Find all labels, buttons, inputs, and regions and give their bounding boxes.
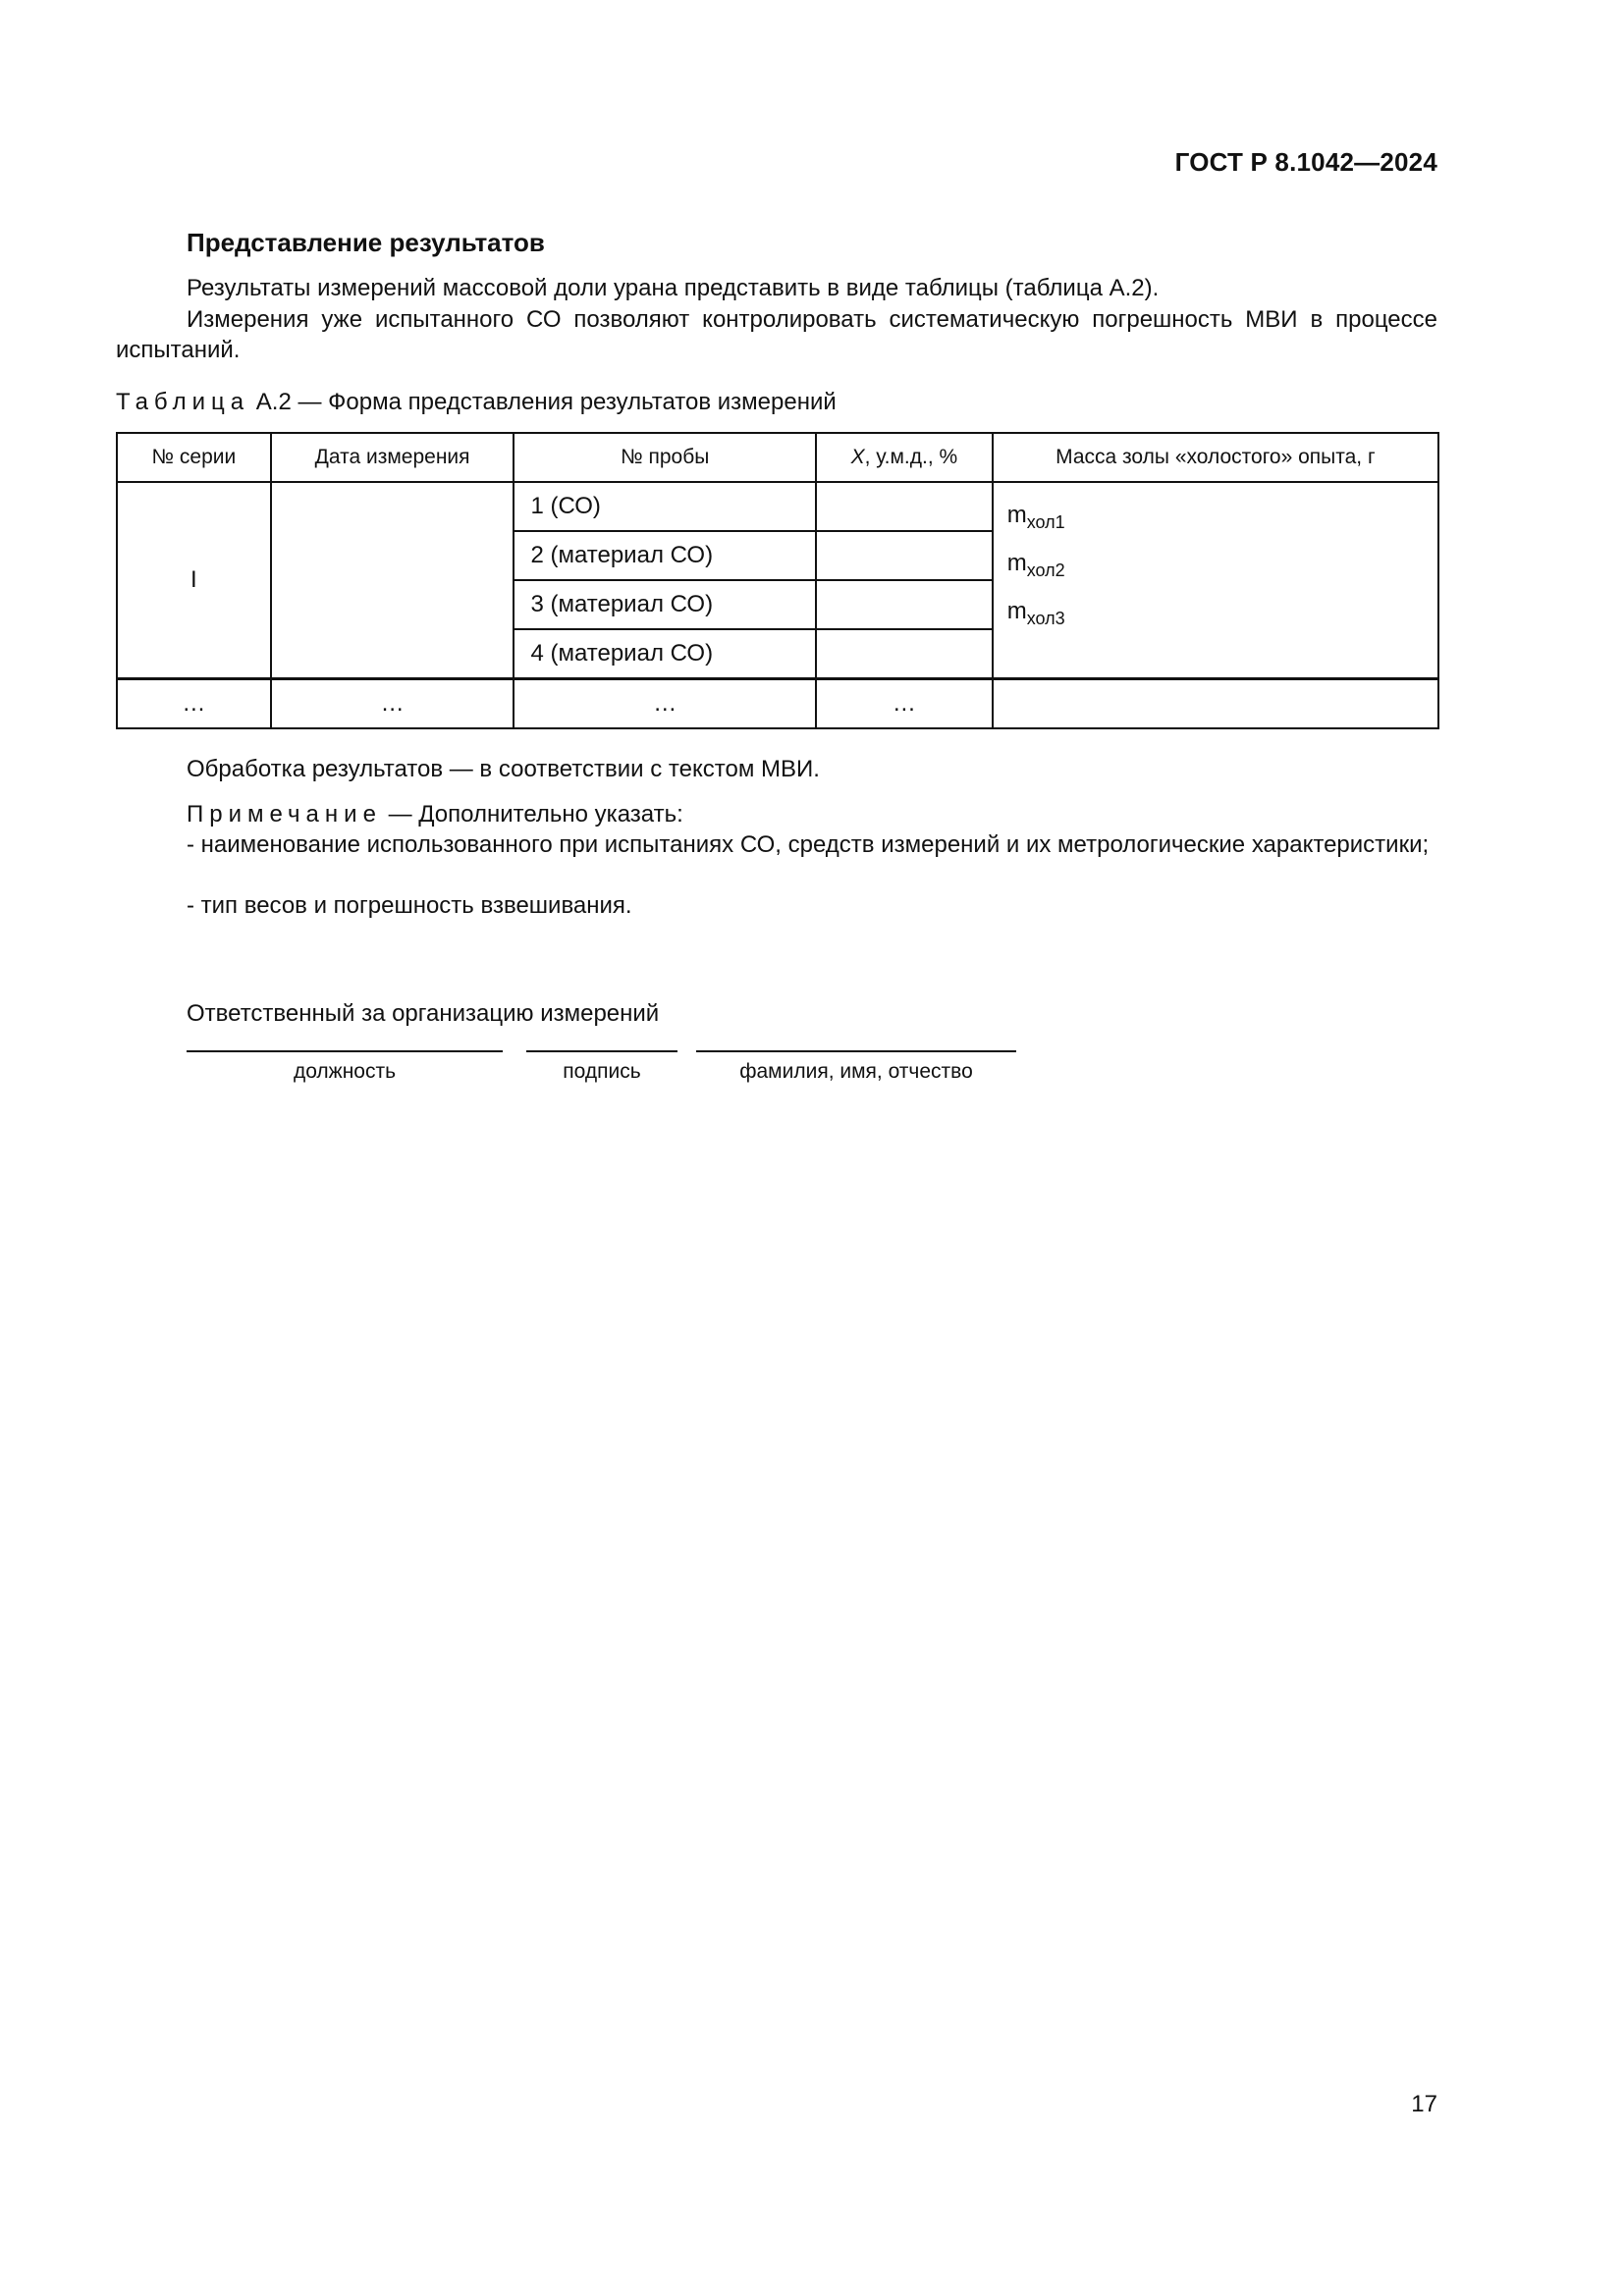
blank-mass-cell xyxy=(993,482,1438,679)
processing-text: Обработка результатов — в соответствии с текстом МВИ. xyxy=(187,756,820,782)
header-x-units: , у.м.д., % xyxy=(864,446,958,468)
name-line xyxy=(696,1050,1016,1052)
x-cell-2 xyxy=(816,531,993,580)
table-caption-text: А.2 — Форма представления результатов измерений xyxy=(255,389,837,415)
position-line xyxy=(187,1050,503,1052)
header-x-value xyxy=(816,433,993,482)
name-label: фамилия, имя, отчество xyxy=(739,1060,973,1083)
x-cell-4 xyxy=(816,629,993,679)
blank-mass-3: $m_{хол3}$ xyxy=(1006,598,1065,628)
intro-line-2: Измерения уже испытанного СО позволяют контролировать систематическую погрешность МВИ в процессе испытаний. xyxy=(116,306,1437,363)
x-cell-3 xyxy=(816,580,993,629)
table-caption xyxy=(116,389,837,416)
header-sample: № пробы xyxy=(514,433,816,482)
sample-cell-1: 1 (СО) xyxy=(514,482,816,531)
section-heading: Представление результатов xyxy=(187,228,545,257)
table-row xyxy=(117,482,1438,531)
sample-cell-3: 3 (материал СО) xyxy=(514,580,816,629)
page-number: 17 xyxy=(1411,2091,1437,2117)
signature-label: подпись xyxy=(563,1060,641,1083)
ellipsis-series: … xyxy=(117,679,271,729)
series-cell: I xyxy=(117,482,271,679)
sample-cell-2: 2 (материал СО) xyxy=(514,531,816,580)
ellipsis-blank xyxy=(993,679,1438,729)
table-row-ellipsis xyxy=(117,679,1438,729)
table-caption-label: Таблица xyxy=(116,389,250,415)
note-heading xyxy=(116,799,1437,829)
table-header-row xyxy=(117,433,1438,482)
blank-mass-2: $m_{хол2}$ xyxy=(1006,550,1065,580)
ellipsis-sample: … xyxy=(514,679,816,729)
signature-title: Ответственный за организацию измерений xyxy=(187,1000,660,1027)
header-x-symbol: X xyxy=(850,446,865,468)
ellipsis-x: … xyxy=(816,679,993,729)
header-blank-mass: Масса золы «холостого» опыта, г xyxy=(993,433,1438,482)
ellipsis-date: … xyxy=(271,679,514,729)
signature-line xyxy=(526,1050,677,1052)
note-text: — Дополнительно указать: xyxy=(381,801,683,828)
standard-code: ГОСТ Р 8.1042—2024 xyxy=(1174,147,1437,177)
header-series: № серии xyxy=(117,433,271,482)
position-label: должность xyxy=(293,1060,397,1083)
x-cell-1 xyxy=(816,482,993,531)
note-label: Примечание xyxy=(187,801,382,828)
note-item-2: - тип весов и погрешность взвешивания. xyxy=(187,892,632,919)
intro-line-1: Результаты измерений массовой доли урана представить в виде таблицы (таблица А.2). xyxy=(187,275,1160,301)
note-item-1: - наименование использованного при испытаниях СО, средств измерений и их метрологические характеристики; xyxy=(187,831,1430,858)
results-form-table xyxy=(116,432,1439,729)
date-cell xyxy=(271,482,514,679)
sample-cell-4: 4 (материал СО) xyxy=(514,629,816,679)
blank-mass-1: $m_{хол1}$ xyxy=(1006,502,1065,532)
header-date: Дата измерения xyxy=(271,433,514,482)
